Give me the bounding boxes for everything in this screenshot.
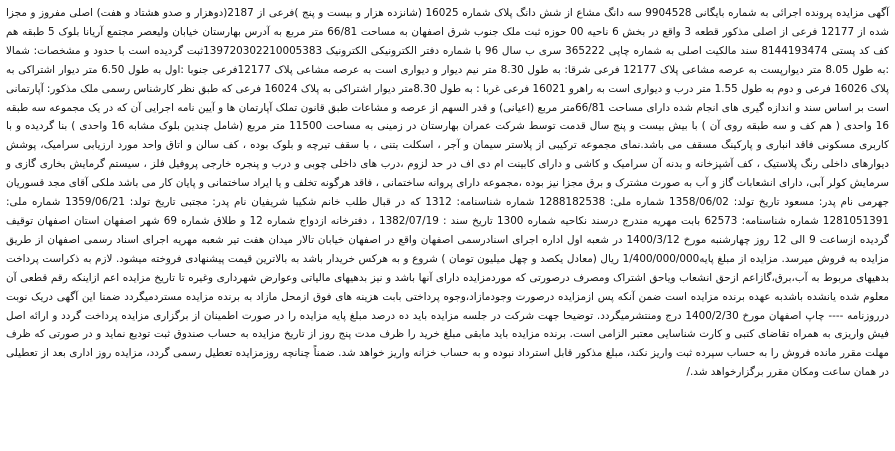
auction-notice-text: آگهی مزایده پرونده اجرائی به شماره بایگانی 9904528 سه دانگ مشاع از شش دانگ پلاک شماره 16025 (شانزده هزار و بیست و پنج )فرعی از 2187(دوهزار و صدو هشتاد و هفت) اصلی مفروز و مجزا شده از 12177 فرعی از اصلی مذکور قطعه 3 واقع در بخش 6 ناحیه 00 حوزه ثبت ملک جنوب شرق اصفهان به مساحت 66/81 متر مربع به آدرس بهارستان خیابان ولیعصر مجتمع آریانا بلوک 5 طبقه هم کف کد پستی 8144193474 سند مالکیت اصلی به شماره چاپی 365222 سری ب سال 96 با شماره دفتر الکترونیکی الکترونیک 139720302210005383ثبت گردیده است با حدود و مشخصات: شمالا :به طول 8.05 متر دیوارپست به عرصه مشاعی پلاک 12177 فرعی شرقا: به طول 8.30 متر نیم دیوار و دیواری است به عرصه مشاعی پلاک 12177فرعی جنوبا :اول به طول 6.50 متر دیوار اشتراکی به پلاک 16026 فرعی و دوم به طول 1.55 متر درب و دیواری است به راهرو 16021 فرعی غربا : به طول 8.30متر دیوار اشتراکی به پلاک 16024 فرعی که طبق نظر کارشناس رسمی ملک مذکور: آپارتمانی است بر اساس سند و اندازه گیری های انجام شده دارای مساحت 66/81متر مربع (اعیانی) و قدر السهم از عرصه و مشاعات طبق قانون تملک آپارتمان ها و آیین نامه اجرایی آن که در یک مجموعه سه طبقه 16 واحدی ( هم کف و سه طبقه روی آن ) با بیش بیست و پنج سال قدمت توسط شرکت عمران بهارستان در زمینی به مساحت 11500 متر مربع (شامل چندین بلوک مشابه 16 واحدی ) بنا گردیده و با کاربری مسکونی فاقد انباری و پارکینگ مسقف می باشد.نمای مجموعه ترکیبی از پلاستر سیمان و آجر ، اسکلت بتنی ، با سقف تیرچه و بلوک بوده ، کف سالن و اتاق واحد مورد ارزیابی سرامیک، پوشش دیوارهای داخلی رنگ پلاستیک ، کف آشپزخانه و بدنه آن سرامیک و کاشی و دارای کابینت ام دی اف در حد لزوم ،درب های داخلی چوبی و درب و پنجره خارجی پروفیل فلز ، سیستم گرمایش بخاری گازی و سرمایش کولر آبی، دارای انشعابات گاز و آب به صورت مشترک و برق مجزا نیز بوده ،مجموعه دارای پروانه ساختمانی ، فاقد هرگونه تخلف و یا ایراد ساختمانی و پایان کار می باشد ملکی آقای مجد قسوریان جهرمی نام پدر: مسعود تاریخ تولد: 1358/06/02 شماره ملی: 1288182538 شماره شناسنامه: 1312 که در قبال طلب خانم شکیبا شریفیان نام پدر: مجتبی تاریخ تولد: 1359/06/21 شماره ملی: 1281051391 شماره شناسنامه: 62573 بابت مهریه مندرج درسند نکاحیه شماره 1300 تاریخ سند : 1382/07/19 ، دفترخانه ازدواج شماره 12 و طلاق شماره 69 شهر اصفهان استان اصفهان توقیف گردیده ازساعت 9 الی 12 روز چهارشنبه مورخ 1400/3/12 در شعبه اول اداره اجرای اسنادرسمی اصفهان واقع در اصفهان خیابان تالار میدان هفت تیر شعبه مهریه اجرای اسناد رسمی اصفهان از طریق مزایده به فروش میرسد. مزایده از مبلغ پایه1/400/000/000 ریال (معادل یکصد و چهل میلیون تومان ) شروع و به هرکس خریدار باشد به بالاترین قیمت پیشنهادی فروخته میشود. لازم به ذکراست پرداخت بدهیهای مربوط به آب،برق،گازاعم ازحق انشعاب وياحق اشتراک ومصرف درصورتی که موردمزایده دارای آنها باشد و نیز بدهیهای مالیاتی وعوارض شهرداری وغیره تا تاریخ مزایده اعم ازاینکه رقم قطعی آن معلوم شده یانشده باشدبه عهده برنده مزایده است ضمن آنکه پس ازمزایده درصورت وجودمازاد،وجوه پرداختی بابت هزینه های فوق ازمحل مازاد به برنده مزایده مستردمیگردد ضمنا این آگهی دریک نوبت درروزنامه ---- چاپ اصفهان مورخ 1400/2/30 درج ومنتشرمیگردد. توضیحا جهت شرکت در جلسه مزایده باید ده درصد مبلغ پایه مزایده را در صورت اطمینان از برگزاری مزایده پرداخت گردد و ارائه اصل فیش واریزی به همراه تقاضای کتبی و کارت شناسایی معتبر الزامی است. برنده مزایده باید مابقی مبلغ خرید را ظرف مدت پنج روز از تاریخ مزایده به حساب صندوق ثبت تودیع نماید و در صورتی که ظرف مهلت مقرر مانده فروش را به حساب سپرده ثبت واریز نکند، مبلغ مذکور قابل استرداد نبوده و به حساب خزانه واریز خواهد شد. ضمناً چنانچه روزمزایده تعطیل رسمی گردد، مزایده روز اداری بعد از تعطیلی در همان ساعت ومکان مقرر برگزارخواهد شد./ bbox=[6, 7, 890, 379]
